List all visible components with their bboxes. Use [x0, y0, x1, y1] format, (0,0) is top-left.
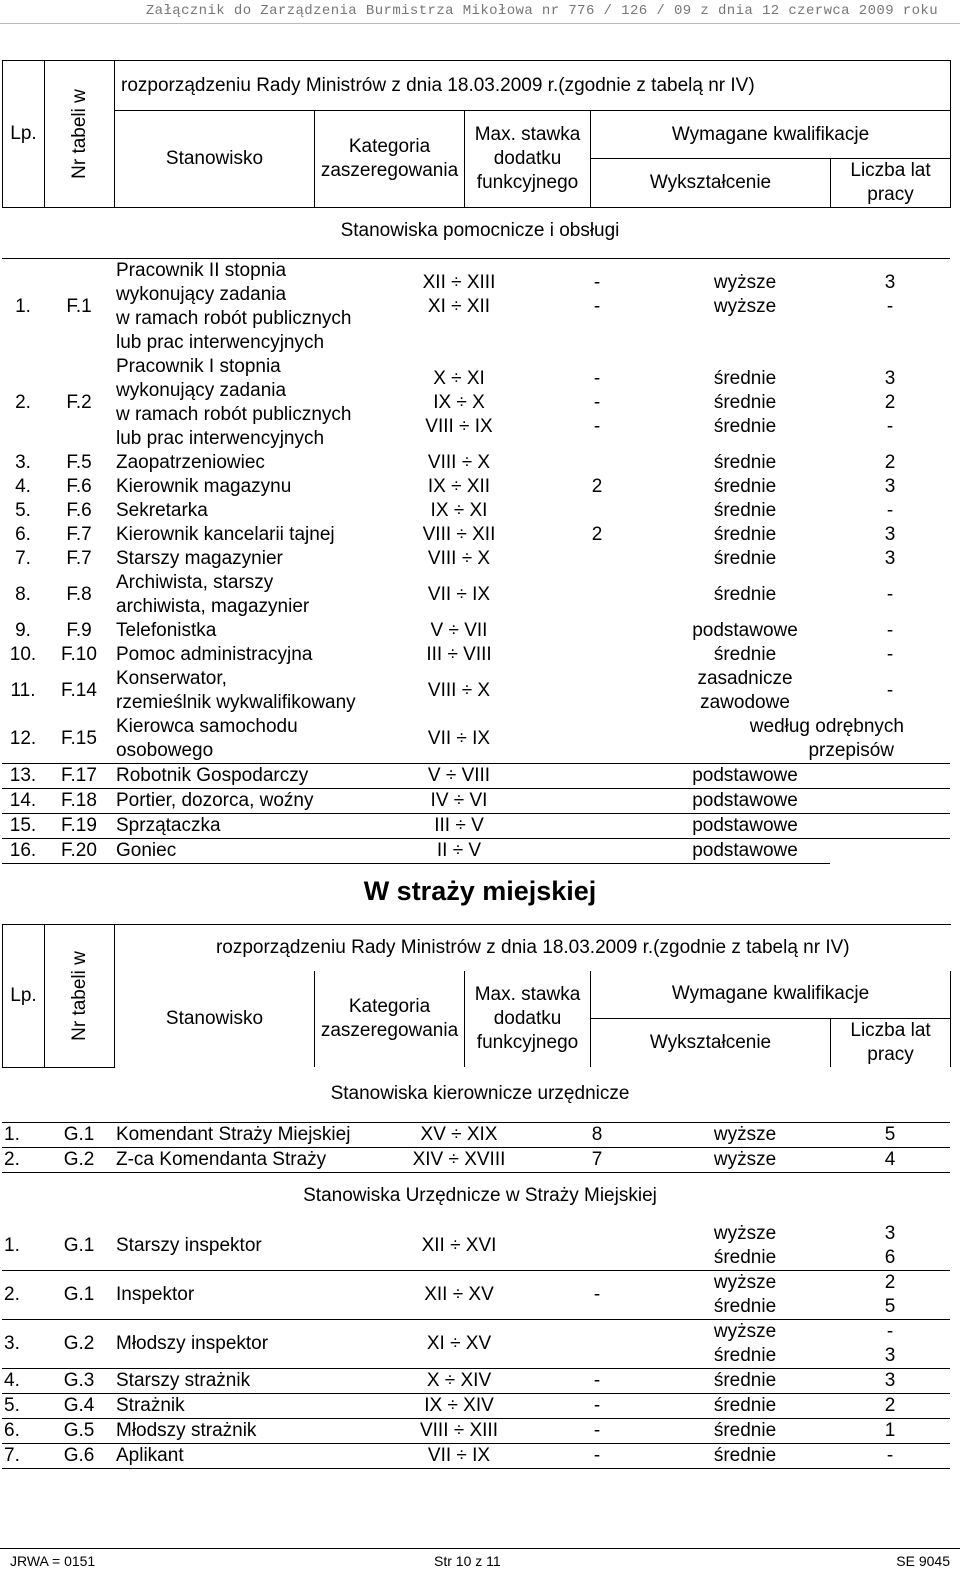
- table-row: 10. F.10 Pomoc administracyjna III ÷ VIII średnie -: [9, 644, 894, 665]
- row-nr: F.1: [44, 259, 114, 356]
- stanowisko-header: Stanowisko: [115, 111, 315, 208]
- table-row: 2. G.1 Inspektor XII ÷ XV - wyższe średnie 2 5: [2, 1271, 950, 1320]
- wymagane-header: Wymagane kwalifikacje: [591, 111, 951, 159]
- row-wyksztalcenie: średnie średnie średnie: [713, 368, 777, 437]
- table-row: 16. F.20 Goniec II ÷ V podstawowe: [2, 839, 950, 864]
- section1-title: Stanowiska pomocnicze i obsługi: [340, 220, 620, 241]
- row-lp: 1.: [2, 259, 44, 356]
- table-row: 3. G.2 Młodszy inspektor XI ÷ XV wyższe średnie - 3: [2, 1320, 950, 1369]
- section3-title: Stanowiska Urzędnicze w Straży Miejskiej: [303, 1185, 657, 1206]
- wyksztalcenie-header: Wykształcenie: [591, 159, 831, 208]
- table-row: 5. F.6 Sekretarka IX ÷ XI średnie -: [15, 500, 894, 521]
- row-kategoria: X ÷ XI IX ÷ X VIII ÷ IX: [425, 368, 493, 437]
- table-row: 3. F.5 Zaopatrzeniowiec VIII ÷ X średnie 2: [15, 452, 896, 473]
- table-row: 15. F.19 Sprzątaczka III ÷ V podstawowe: [2, 814, 950, 839]
- regulation-header: rozporządzeniu Rady Ministrów z dnia 18.03.2009 r.(zgodnie z tabelą nr IV): [115, 61, 951, 111]
- regulation-header: rozporządzeniu Rady Ministrów z dnia 18.03.2009 r.(zgodnie z tabelą nr IV): [115, 925, 951, 971]
- table1-header: [2, 60, 951, 208]
- row-wyksztalcenie: wyższe wyższe: [660, 259, 830, 356]
- table-row: 2. G.2 Z-ca Komendanta Straży XIV ÷ XVIII 7 wyższe 4: [2, 1148, 950, 1173]
- wymagane-header: Wymagane kwalifikacje: [591, 971, 951, 1019]
- row-lp: 2.: [15, 392, 31, 413]
- table-row: 7. F.7 Starszy magazynier VIII ÷ X średnie 3: [15, 548, 896, 569]
- table-row: 6. G.5 Młodszy strażnik VIII ÷ XIII - średnie 1: [2, 1419, 950, 1444]
- table2-body: [2, 1122, 950, 1173]
- footer-page-number: Str 10 z 11: [434, 1553, 501, 1569]
- straz-title: W straży miejskiej: [363, 876, 597, 906]
- table-row: 6. F.7 Kierownik kancelarii tajnej VIII ÷ XII 2 średnie 3: [15, 524, 896, 545]
- lp-header: Lp.: [3, 61, 45, 208]
- row-stanowisko: Pracownik II stopnia wykonujący zadania w ramach robót publicznych lub prac interwencyjnych: [114, 259, 384, 356]
- table1-body: [2, 258, 950, 864]
- table-row: 8. F.8 Archiwista, starszy archiwista, magazynier VII ÷ IX średnie -: [15, 572, 894, 617]
- table-row: 14. F.18 Portier, dozorca, woźny IV ÷ VI podstawowe: [2, 789, 950, 814]
- table-row: 1. G.1 Komendant Straży Miejskiej XV ÷ XIX 8 wyższe 5: [2, 1123, 950, 1148]
- row-stawka: - - -: [593, 368, 601, 437]
- max-stawka-header: Max. stawka dodatku funkcyjnego: [465, 111, 591, 208]
- stanowisko-header: Stanowisko: [115, 971, 315, 1068]
- wyksztalcenie-header: Wykształcenie: [591, 1019, 831, 1068]
- lp-header: Lp.: [3, 925, 45, 1068]
- section2-title: Stanowiska kierownicze urzędnicze: [330, 1083, 630, 1104]
- row-kategoria: XII ÷ XIII XI ÷ XII: [384, 259, 534, 356]
- nr-tabeli-header: Nr tabeli w: [45, 61, 115, 208]
- row-lata: 3 -: [830, 259, 950, 356]
- table-row: 9. F.9 Telefonistka V ÷ VII podstawowe -: [15, 620, 894, 641]
- table-row: 11. F.14 Konserwator, rzemieślnik wykwalifikowany VIII ÷ X zasadnicze zawodowe -: [10, 668, 894, 713]
- footer-code: SE 9045: [896, 1553, 950, 1569]
- liczba-lat-header: Liczba lat pracy: [831, 1019, 951, 1068]
- page-footer: [0, 1548, 960, 1580]
- row-stanowisko: Pracownik I stopnia wykonujący zadania w ramach robót publicznych lub prac interwencyjnych: [116, 356, 352, 449]
- table2-header: [2, 924, 951, 1068]
- table-row: [2, 259, 950, 356]
- table-row: 7. G.6 Aplikant VII ÷ IX - średnie -: [2, 1444, 950, 1469]
- liczba-lat-header: Liczba lat pracy: [831, 159, 951, 208]
- table-row: 13. F.17 Robotnik Gospodarczy V ÷ VIII podstawowe: [2, 764, 950, 789]
- table-row: 12. F.15 Kierowca samochodu osobowego VII ÷ IX według odrębnych przepisów: [9, 716, 904, 761]
- row-stawka: - -: [534, 259, 660, 356]
- table-row: 5. G.4 Strażnik IX ÷ XIV - średnie 2: [2, 1394, 950, 1419]
- nr-tabeli-header: Nr tabeli w: [45, 925, 115, 1068]
- page-header: Załącznik do Zarządzenia Burmistrza Mikołowa nr 776 / 126 / 09 z dnia 12 czerwca 2009 roku: [0, 0, 960, 24]
- table3-body: [2, 1222, 950, 1469]
- max-stawka-header: Max. stawka dodatku funkcyjnego: [465, 971, 591, 1068]
- table-row: 4. G.3 Starszy strażnik X ÷ XIV - średnie 3: [2, 1369, 950, 1394]
- footer-jrwa: JRWA = 0151: [10, 1553, 96, 1569]
- row-lata: 3 2 -: [884, 368, 896, 437]
- table-row: 4. F.6 Kierownik magazynu IX ÷ XII 2 średnie 3: [15, 476, 896, 497]
- row-nr: F.2: [66, 392, 92, 413]
- kategoria-header: Kategoria zaszeregowania: [315, 111, 465, 208]
- table-row: [2, 355, 950, 451]
- table-row: 1. G.1 Starszy inspektor XII ÷ XVI wyższe średnie 3 6: [2, 1222, 950, 1271]
- kategoria-header: Kategoria zaszeregowania: [315, 971, 465, 1068]
